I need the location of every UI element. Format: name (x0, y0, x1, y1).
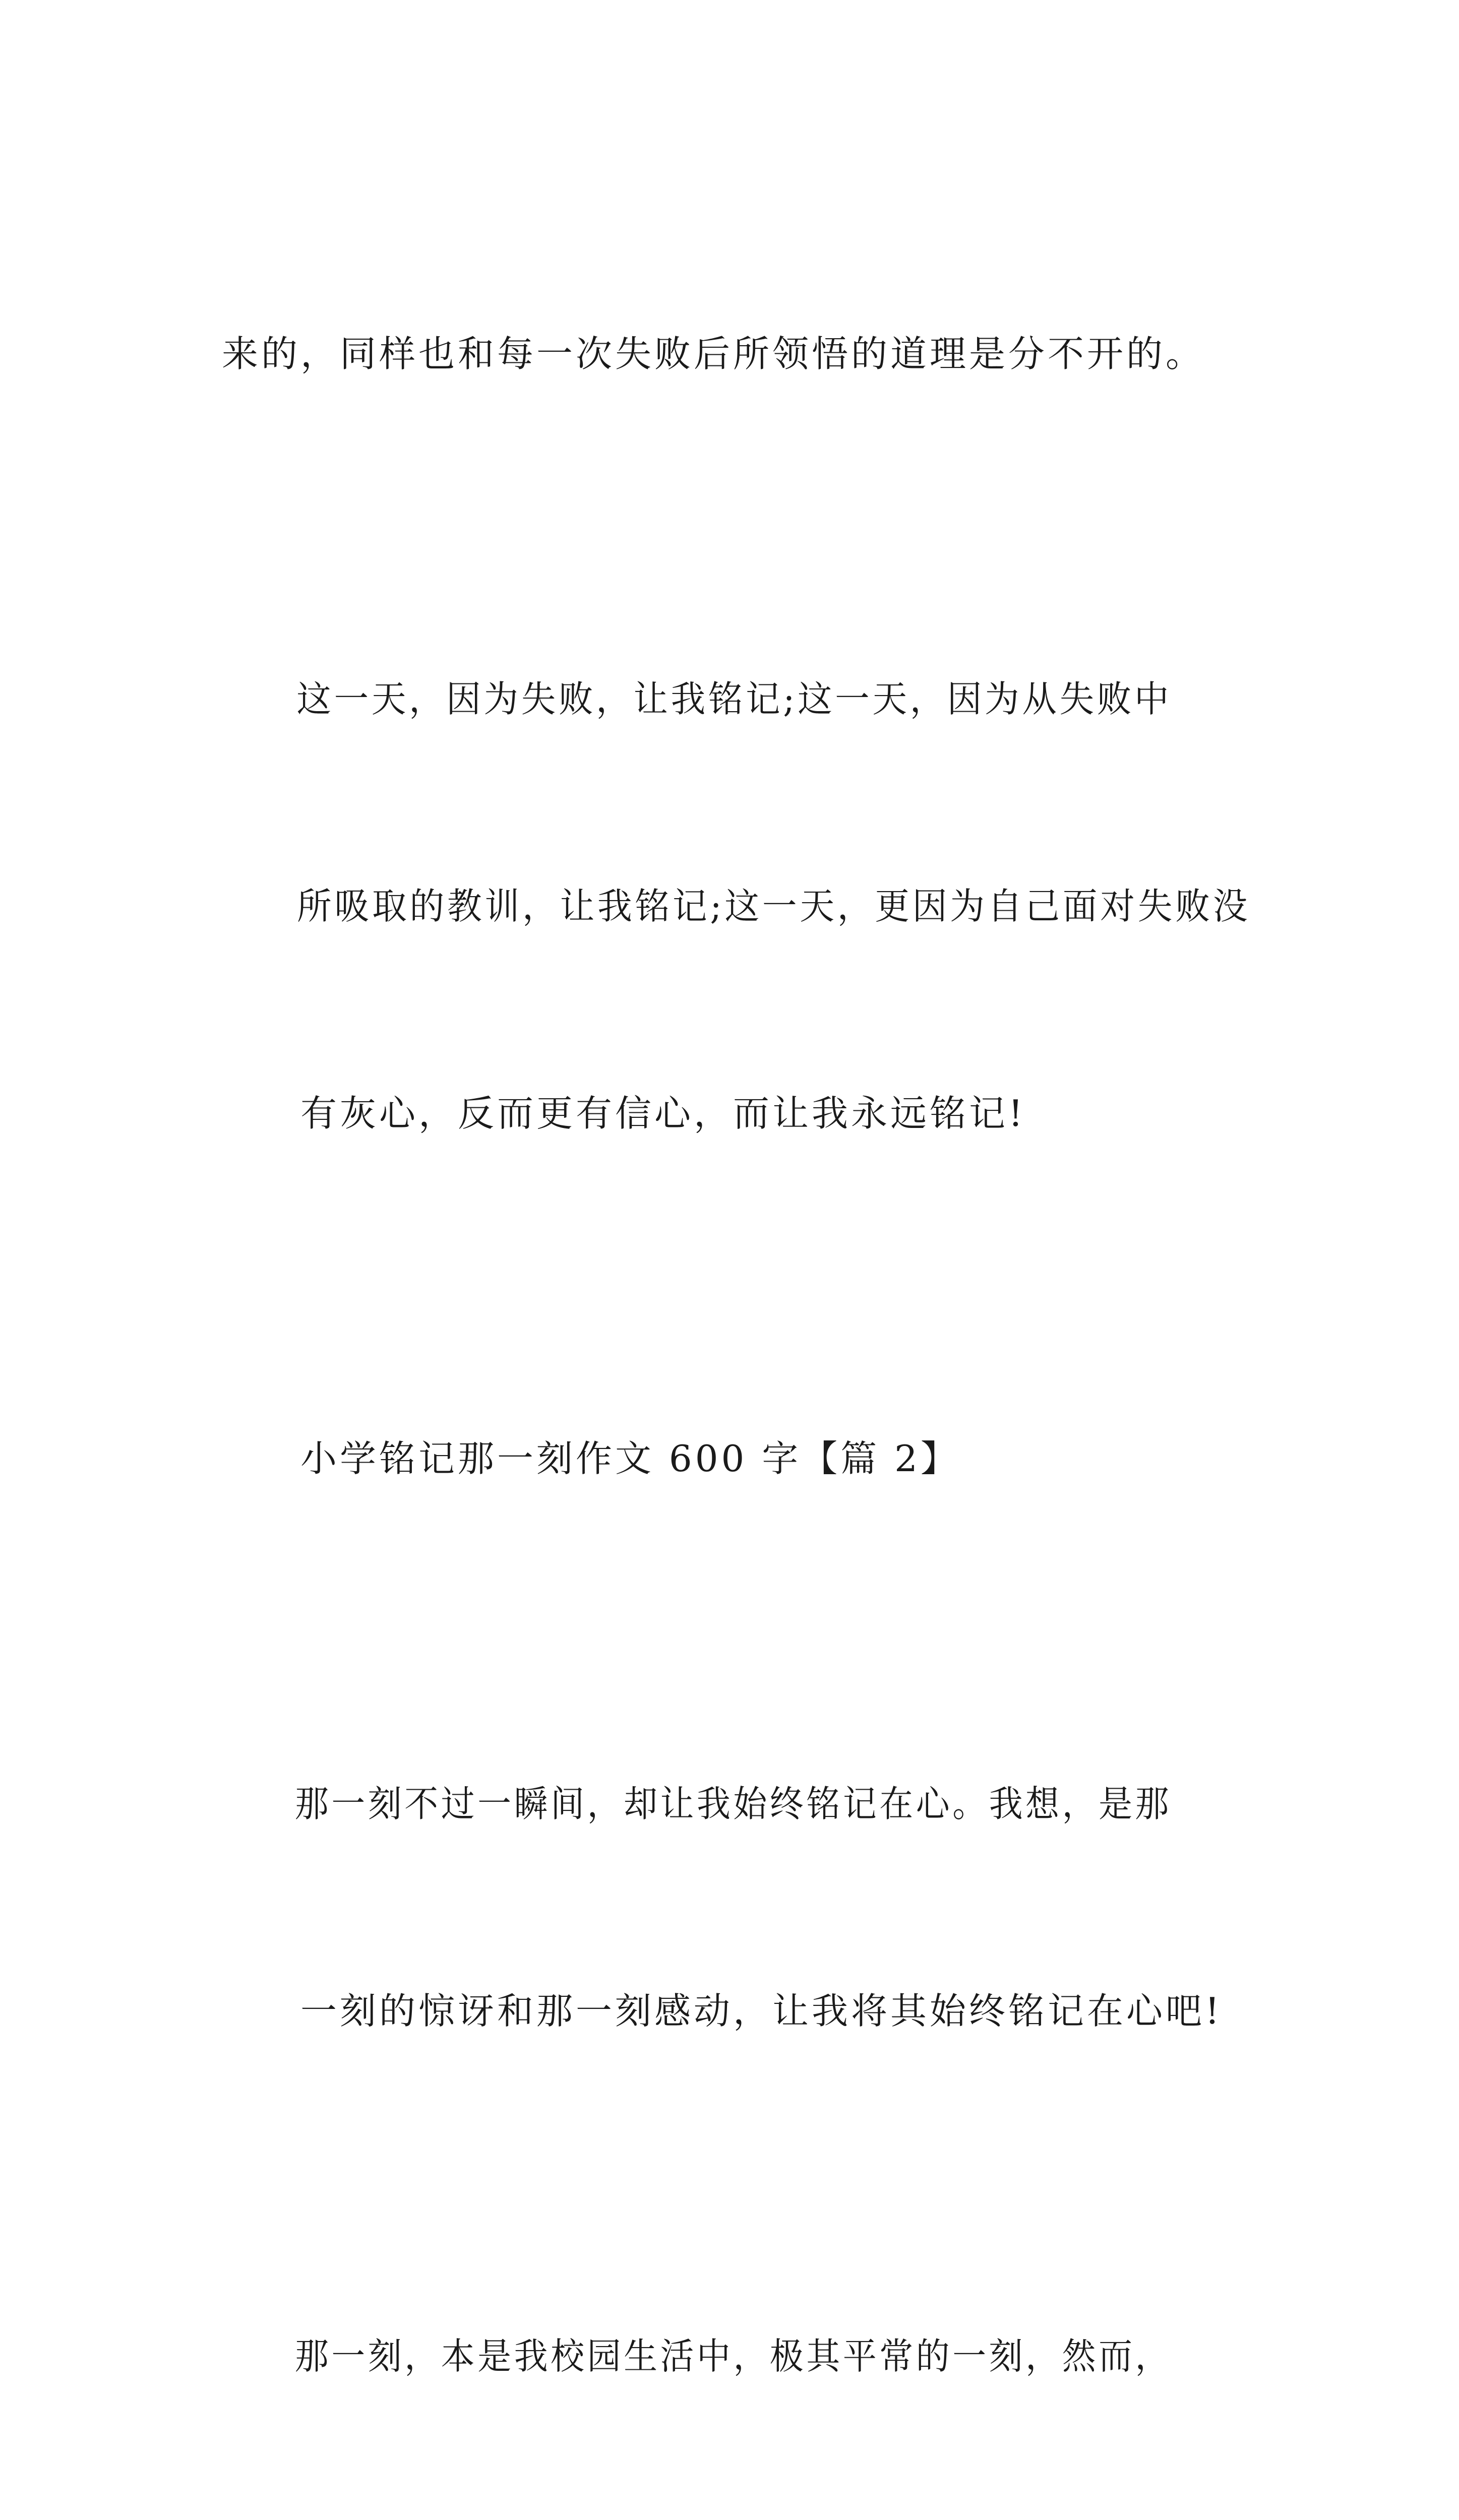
text-line: 这一天，因为失败，让我铭记;这一天，因为从失败中 (296, 678, 1172, 720)
paragraph-4 (222, 2184, 1250, 2520)
text-line: 那一刻，本是我校园生活中，极其平常的一刻，然而， (294, 2335, 1172, 2377)
text-line: 来的，同样也和每一次失败后所领悟的道理是分不开的。 (222, 333, 1205, 375)
paragraph-3 (222, 1631, 1250, 2184)
heading-line: 小学铭记那一刻作文 600 字【篇 2】 (300, 1437, 960, 1480)
text-line: 有灰心，反而更有信心，而让我永远铭记! (300, 1092, 1026, 1135)
text-line: 所吸取的教训，让我铭记;这一天，更因为自己面对失败没 (296, 885, 1251, 927)
text-line: 一刻的惊讶和那一刻感动，让我将其始终铭记在心吧! (300, 1990, 1223, 2032)
text-line: 那一刻不过一瞬间，却让我始终铭记在心。我想，是那 (294, 1783, 1172, 1825)
paragraph-1 (222, 181, 1250, 527)
section-heading (222, 1286, 1250, 1631)
paragraph-2 (222, 527, 1250, 1286)
essay-body (222, 181, 1250, 2520)
